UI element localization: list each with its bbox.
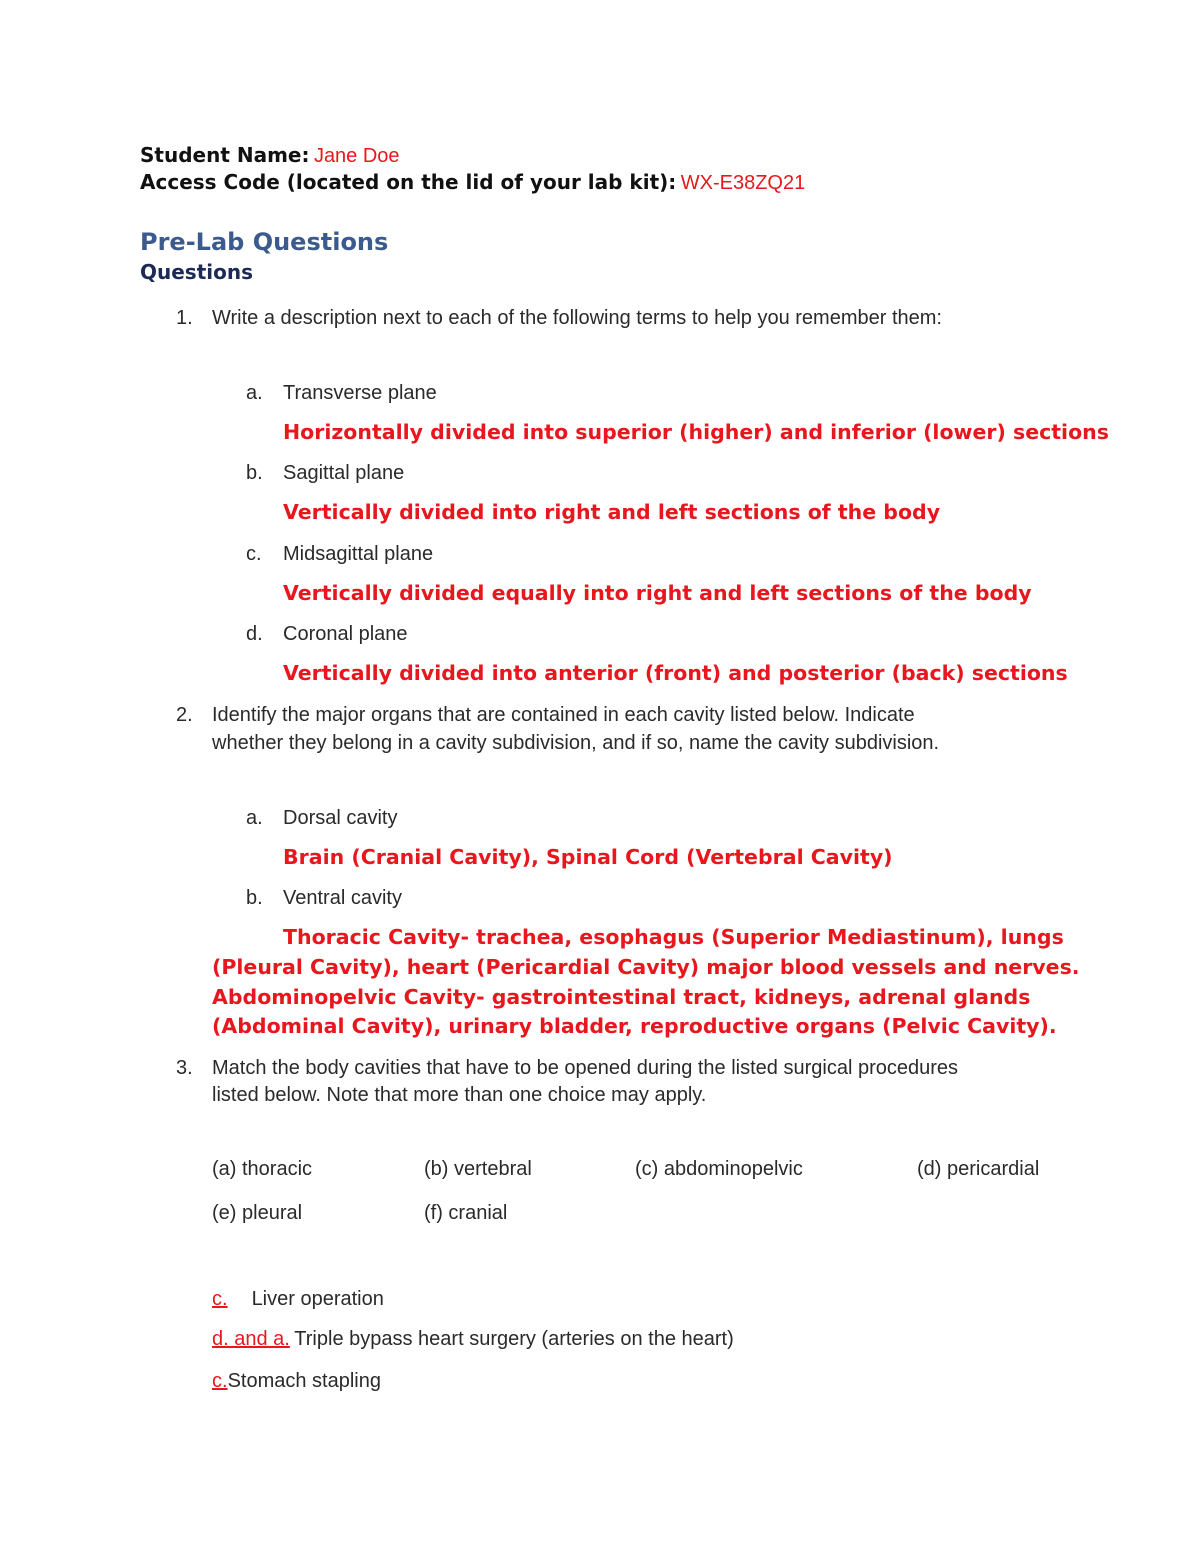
- q3-procedure: [212, 1370, 381, 1393]
- q1-item-term: Sagittal plane: [283, 462, 405, 484]
- q1-item-answer: Vertically divided equally into right and left sections of the body: [283, 581, 1032, 605]
- q3-procedure-text: Liver operation: [251, 1288, 384, 1310]
- q2-item-answer-line: Thoracic Cavity- trachea, esophagus (Superior Mediastinum), lungs: [283, 925, 1064, 949]
- q3-choice: (c) abdominopelvic: [635, 1158, 803, 1180]
- q2-item-answer-line: Abdominopelvic Cavity- gastrointestinal tract, kidneys, adrenal glands: [212, 985, 1031, 1009]
- q1-item-letter: c.: [246, 543, 262, 565]
- q2-item-term: Ventral cavity: [283, 887, 402, 909]
- q1-item-answer: Vertically divided into anterior (front) and posterior (back) sections: [283, 661, 1068, 685]
- access-code-line: [140, 170, 805, 195]
- student-name-colon: :: [301, 143, 310, 167]
- section-subtitle: Questions: [140, 260, 254, 284]
- student-name-line: [140, 143, 400, 168]
- student-name-label: Student Name: [140, 143, 302, 167]
- q2-item-letter: a.: [246, 807, 263, 829]
- q3-choice: (a) thoracic: [212, 1158, 313, 1180]
- q3-procedure-text: Stomach stapling: [227, 1370, 381, 1392]
- q1-item-term: Midsagittal plane: [283, 543, 434, 565]
- q3-text-line1: Match the body cavities that have to be opened during the listed surgical procedures: [212, 1057, 959, 1079]
- q3-procedure: [212, 1288, 384, 1311]
- q2-item-answer-line: (Pleural Cavity), heart (Pericardial Cavity) major blood vessels and nerves.: [212, 955, 1080, 979]
- section-title: Pre-Lab Questions: [140, 228, 389, 256]
- q1-item-letter: d.: [246, 623, 263, 645]
- q2-item-answer: Brain (Cranial Cavity), Spinal Cord (Vertebral Cavity): [283, 845, 893, 869]
- q3-procedure-text: Triple bypass heart surgery (arteries on the heart): [294, 1328, 734, 1350]
- q3-number: 3.: [176, 1057, 193, 1079]
- access-code-value: WX-E38ZQ21: [680, 172, 806, 194]
- q1-item-term: Coronal plane: [283, 623, 408, 645]
- q1-item-term: Transverse plane: [283, 382, 437, 404]
- q3-procedure-answer: c.: [212, 1370, 228, 1392]
- q1-item-answer: Horizontally divided into superior (higher) and inferior (lower) sections: [283, 420, 1109, 444]
- q2-number: 2.: [176, 704, 193, 726]
- access-code-label: Access Code (located on the lid of your lab kit): [140, 170, 669, 194]
- q3-choice: (b) vertebral: [424, 1158, 532, 1180]
- q1-item-letter: a.: [246, 382, 263, 404]
- q1-text: Write a description next to each of the following terms to help you remember them:: [212, 307, 942, 329]
- q3-choice: (e) pleural: [212, 1202, 303, 1224]
- q3-procedure: [212, 1328, 734, 1351]
- q3-text-line2: listed below. Note that more than one choice may apply.: [212, 1084, 707, 1106]
- q3-choice: (d) pericardial: [917, 1158, 1040, 1180]
- access-code-colon: :: [668, 170, 677, 194]
- q3-choice: (f) cranial: [424, 1202, 508, 1224]
- q2-text-line1: Identify the major organs that are contained in each cavity listed below. Indicate: [212, 704, 915, 726]
- q1-item-letter: b.: [246, 462, 263, 484]
- q2-text-line2: whether they belong in a cavity subdivision, and if so, name the cavity subdivision.: [212, 732, 940, 754]
- student-name-value: Jane Doe: [313, 145, 400, 167]
- q2-item-answer-line: (Abdominal Cavity), urinary bladder, reproductive organs (Pelvic Cavity).: [212, 1014, 1057, 1038]
- q3-procedure-answer: c.: [212, 1288, 228, 1310]
- q3-procedure-answer: d. and a.: [212, 1328, 290, 1350]
- q2-item-term: Dorsal cavity: [283, 807, 398, 829]
- q1-number: 1.: [176, 307, 193, 329]
- q1-item-answer: Vertically divided into right and left sections of the body: [283, 500, 941, 524]
- q2-item-letter: b.: [246, 887, 263, 909]
